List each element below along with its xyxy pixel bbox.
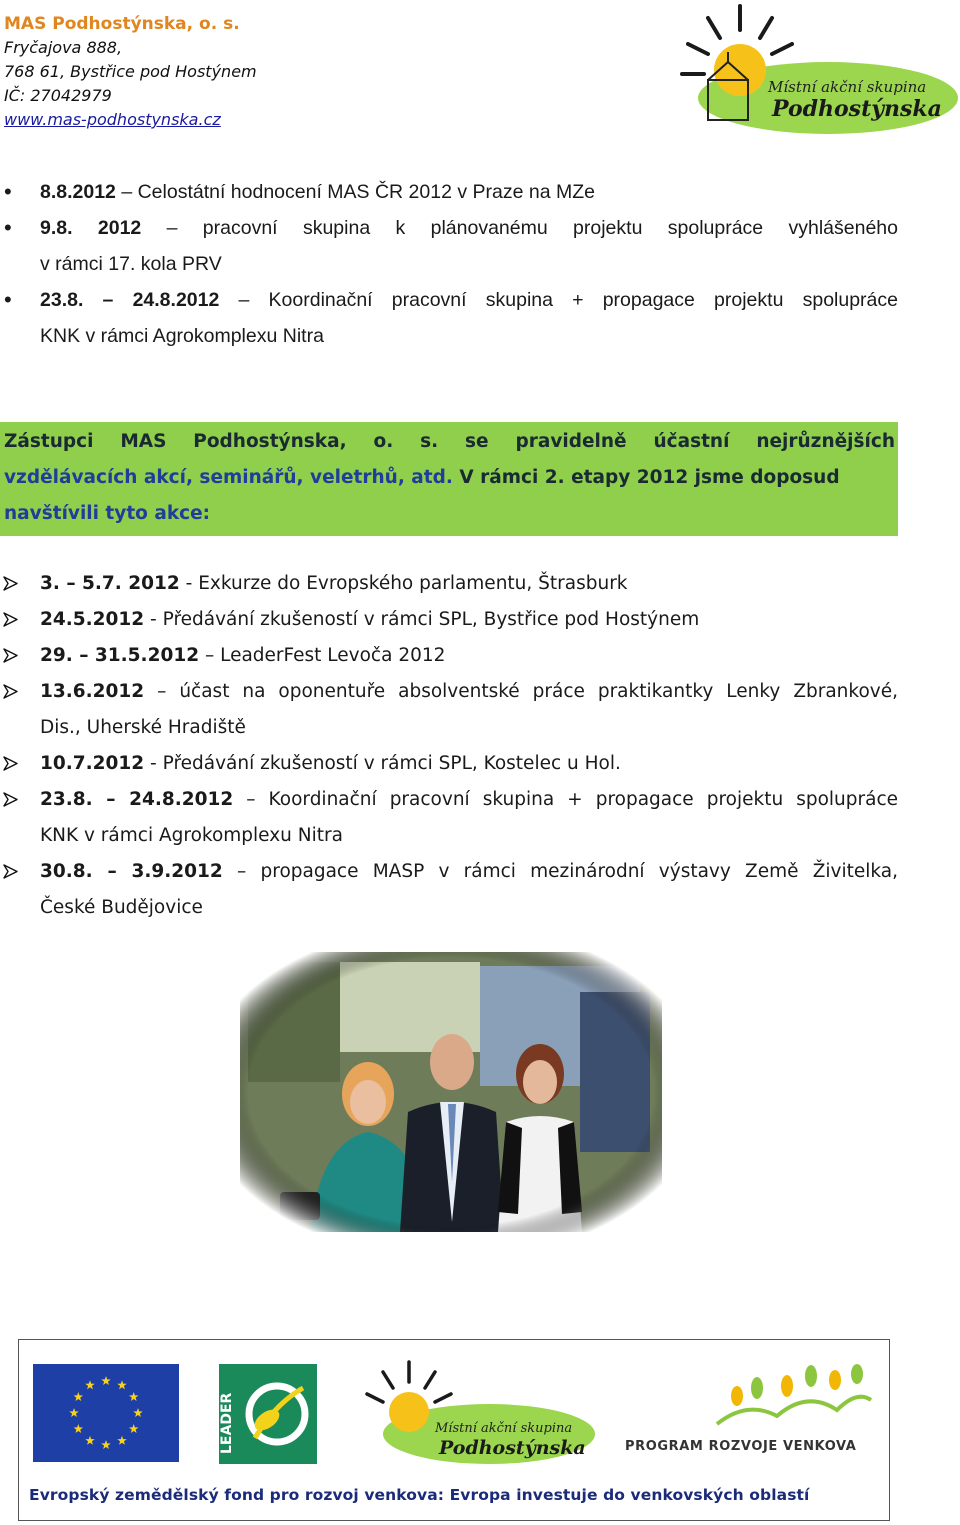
event-photo: [240, 952, 662, 1232]
event-text: - Předávání zkušeností v rámci SPL, Bystřice pod Hostýnem: [144, 609, 700, 630]
list-item: [0, 638, 898, 674]
funding-footer: [18, 1339, 890, 1521]
event-date: 9.8. 2012: [40, 217, 142, 239]
org-name: MAS Podhostýnska, o. s.: [4, 14, 240, 34]
list-item: [0, 282, 898, 354]
event-text: – Koordinační pracovní skupina + propagace projektu spolupráce: [219, 289, 898, 311]
list-item: [0, 174, 898, 210]
event-text: - Exkurze do Evropského parlamentu, Štrasburk: [179, 573, 628, 594]
event-text: - Předávání zkušeností v rámci SPL, Kostelec u Hol.: [144, 753, 621, 774]
arrow-bullet-icon: [3, 864, 18, 879]
notice-line-1: Zástupci MAS Podhostýnska, o. s. se pravidelně účastní nejrůznějších: [4, 431, 895, 452]
mas-footer-logo: [349, 1354, 595, 1472]
notice-line-2a: vzdělávacích akcí, seminářů, veletrhů, atd.: [4, 467, 453, 488]
photo-soft-edge: [240, 952, 662, 1232]
arrow-bullet-icon: [3, 648, 18, 663]
notice-line-2b: V rámci 2. etapy 2012 jsme doposud: [452, 467, 840, 488]
events-list: [0, 566, 898, 926]
leader-label: LEADER: [219, 1392, 235, 1454]
event-text: – pracovní skupina k plánovanému projektu spolupráce vyhlášeného: [141, 217, 899, 239]
event-date: 10.7.2012: [40, 753, 145, 774]
event-text-cont: v rámci 17. kola PRV: [40, 253, 222, 275]
prv-logo: [707, 1360, 877, 1434]
event-text: – LeaderFest Levoča 2012: [199, 645, 446, 666]
event-text: – Koordinační pracovní skupina + propagace projektu spolupráce: [233, 789, 899, 810]
arrow-bullet-icon: [3, 756, 18, 771]
mas-logo-text-1: Místní akční skupina: [768, 78, 927, 96]
leader-logo: [219, 1364, 317, 1464]
event-text: – propagace MASP v rámci mezinárodní výstavy Země Živitelka,: [222, 861, 899, 882]
mas-logo-text-2: Podhostýnska: [772, 96, 942, 122]
event-date: 3. – 5.7. 2012: [40, 573, 180, 594]
event-text-cont: KNK v rámci Agrokomplexu Nitra: [40, 825, 343, 846]
event-text-cont: Dis., Uherské Hradiště: [40, 717, 246, 738]
arrow-bullet-icon: [3, 792, 18, 807]
letterhead: [4, 12, 257, 132]
arrow-bullet-icon: [3, 612, 18, 627]
event-text: – účast na oponentuře absolventské práce praktikantky Lenky Zbrankové,: [144, 681, 898, 702]
list-item: [0, 854, 898, 926]
list-item: [0, 746, 898, 782]
arrow-bullet-icon: [3, 576, 18, 591]
eafrd-slogan: Evropský zemědělský fond pro rozvoj venkova: Evropa investuje do venkovských oblastí: [29, 1486, 810, 1504]
org-ico: IČ: 27042979: [4, 86, 112, 105]
notice-box: [0, 422, 898, 536]
mas-logo-sun: [714, 44, 766, 96]
list-item: [0, 210, 898, 282]
org-street: Fryčajova 888,: [4, 38, 123, 57]
org-website-link[interactable]: www.mas-podhostynska.cz: [4, 110, 221, 129]
event-text-cont: České Budějovice: [40, 897, 203, 918]
event-date: 8.8.2012: [40, 181, 116, 203]
event-date: 24.5.2012: [40, 609, 145, 630]
event-date: 29. – 31.5.2012: [40, 645, 200, 666]
mas-footer-logo-text-1: Místní akční skupina: [435, 1421, 573, 1436]
notice-line-2: [4, 460, 895, 496]
mas-logo: [668, 0, 960, 140]
list-item: [0, 674, 898, 746]
arrow-bullet-icon: [3, 684, 18, 699]
event-date: 30.8. – 3.9.2012: [40, 861, 223, 882]
mas-footer-logo-text-2: Podhostýnska: [439, 1437, 586, 1459]
event-date: 23.8. – 24.8.2012: [40, 289, 220, 311]
event-text: – Celostátní hodnocení MAS ČR 2012 v Praze na MZe: [115, 181, 595, 203]
notice-line-3: navštívili tyto akce:: [4, 503, 211, 524]
list-item: [0, 566, 898, 602]
org-city: 768 61, Bystřice pod Hostýnem: [4, 62, 257, 81]
event-date: 13.6.2012: [40, 681, 145, 702]
prv-label: PROGRAM ROZVOJE VENKOVA: [625, 1439, 857, 1454]
list-item: [0, 602, 898, 638]
top-events-list: [0, 174, 898, 354]
event-date: 23.8. – 24.8.2012: [40, 789, 234, 810]
eu-flag-icon: [33, 1364, 179, 1462]
list-item: [0, 782, 898, 854]
event-text-cont: KNK v rámci Agrokomplexu Nitra: [40, 325, 324, 347]
